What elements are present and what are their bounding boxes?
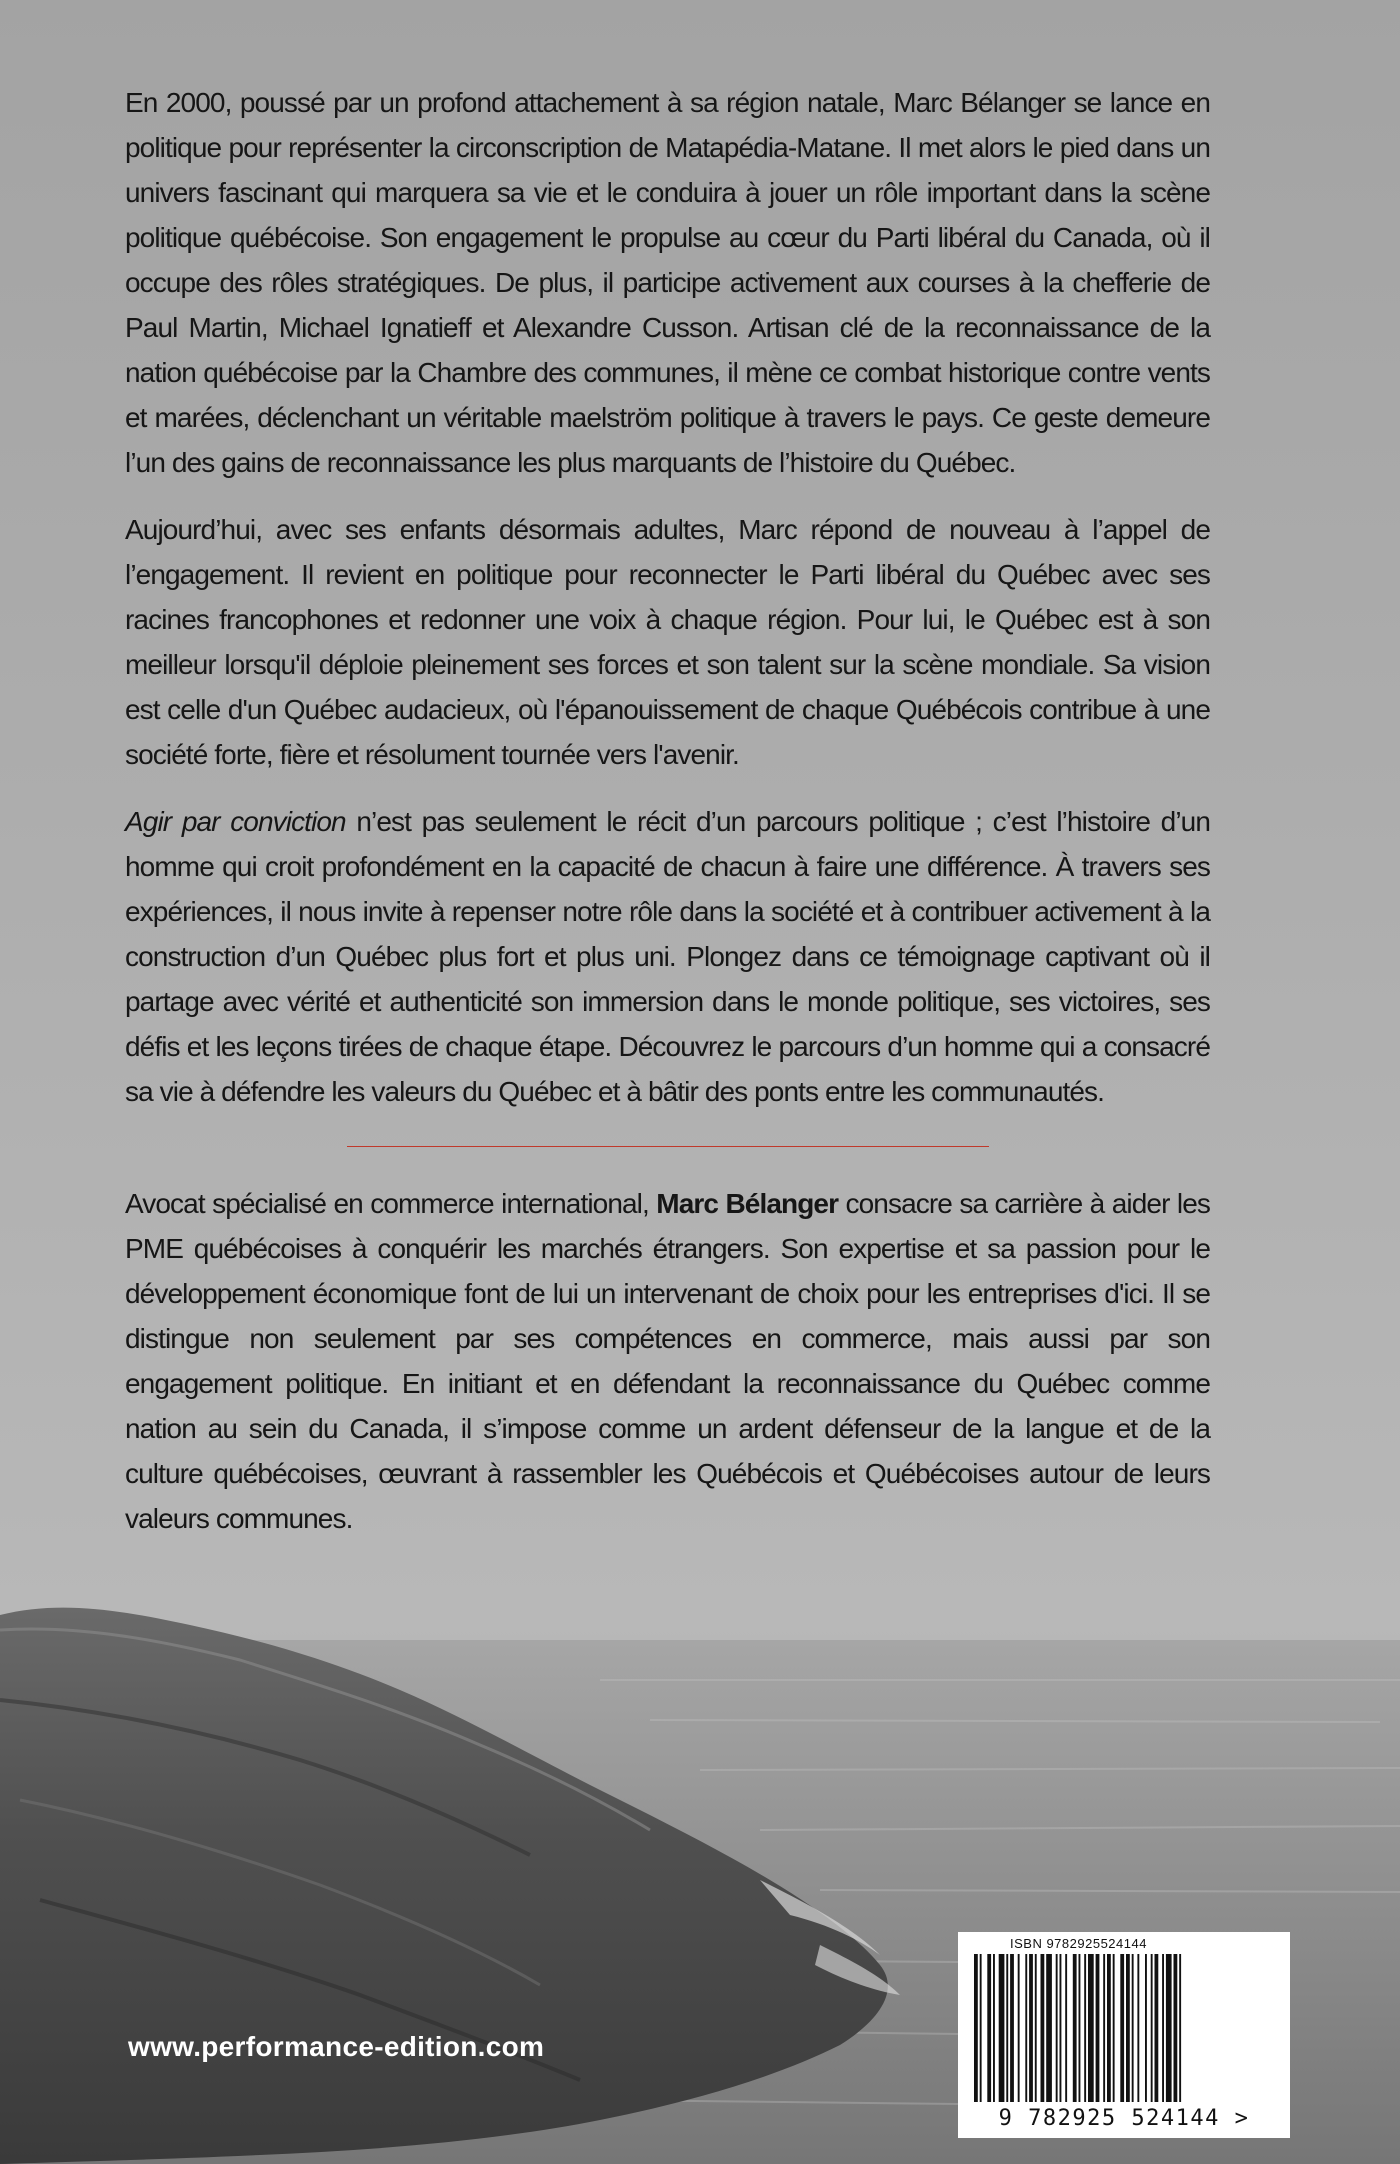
barcode-bar	[1113, 1954, 1115, 2102]
barcode-bars	[968, 1954, 1280, 2104]
barcode-bar	[1056, 1954, 1058, 2102]
barcode-bar	[1126, 1954, 1130, 2102]
barcode-bar	[1155, 1954, 1159, 2102]
barcode-bar	[1120, 1954, 1124, 2102]
barcode-bar	[1166, 1954, 1172, 2102]
barcode-bar	[1041, 1954, 1045, 2102]
barcode-bar	[1006, 1954, 1008, 2102]
back-cover-text	[125, 80, 1210, 1541]
red-divider	[347, 1146, 989, 1147]
barcode-bar	[987, 1954, 991, 2102]
paragraph-book-summary	[125, 799, 1210, 1114]
barcode-bar	[1035, 1954, 1037, 2102]
book-summary-text: n’est pas seulement le récit d’un parcours politique ; c’est l’histoire d’un homme qui croit profondément en la capacité de chacun à faire une différence. À travers ses expériences, il nous invite à repenser notre rôle dans la société et à contribuer activement à la construction d’un Québec plus fort et plus uni. Plongez dans ce témoignage captivant où il partage avec vérité et authenticité son immersion dans le monde politique, ses victoires, ses défis et les leçons tirées de chaque étape. Découvrez le parcours d’un homme qui a consacré sa vie à défendre les valeurs du Québec et à bâtir des ponts entre les communautés.	[125, 806, 1210, 1107]
isbn-label: ISBN 9782925524144	[1010, 1936, 1147, 1951]
barcode-bar	[1060, 1954, 1062, 2102]
barcode-bar	[1084, 1954, 1086, 2102]
barcode-bar	[1025, 1954, 1027, 2102]
paragraph-political-career: En 2000, poussé par un profond attachement à sa région natale, Marc Bélanger se lance en politique pour représenter la circonscription de Matapédia-Matane. Il met alors le pied dans un univers fascinant qui marquera sa vie et le conduira à jouer un rôle important dans la scène politique québécoise. Son engagement le propulse au cœur du Parti libéral du Canada, où il occupe des rôles stratégiques. De plus, il participe activement aux courses à la chefferie de Paul Martin, Michael Ignatieff et Alexandre Cusson. Artisan clé de la reconnaissance de la nation québécoise par la Chambre des communes, il mène ce combat historique contre vents et marées, déclenchant un véritable maelström politique à travers le pays. Ce geste demeure l’un des gains de reconnaissance les plus marquants de l’histoire du Québec.	[125, 87, 1210, 478]
barcode-bar	[980, 1954, 982, 2102]
barcode-bar	[974, 1954, 978, 2102]
publisher-website[interactable]: www.performance-edition.com	[128, 2031, 545, 2062]
barcode-bar	[1151, 1954, 1153, 2102]
barcode-bar	[1132, 1954, 1134, 2102]
isbn-digits: 9 782925 524144 >	[998, 2106, 1250, 2131]
paragraph-return-to-politics: Aujourd’hui, avec ses enfants désormais adultes, Marc répond de nouveau à l’appel de l’engagement. Il revient en politique pour reconnecter le Parti libéral du Québec avec ses racines francophones et redonner une voix à chaque région. Pour lui, le Québec est à son meilleur lorsqu'il déploie pleinement ses forces et son talent sur la scène mondiale. Sa vision est celle d'un Québec audacieux, où l'épanouissement de chaque Québécois contribue à une société forte, fière et résolument tournée vers l'avenir.	[125, 514, 1210, 770]
bio-intro: Avocat spécialisé en commerce international,	[125, 1188, 657, 1219]
barcode-bar	[993, 1954, 995, 2102]
barcode-bar	[1174, 1954, 1178, 2102]
author-name: Marc Bélanger	[656, 1188, 839, 1219]
barcode-bar	[1096, 1954, 1100, 2102]
barcode-bar	[1107, 1954, 1111, 2102]
barcode-bar	[999, 1954, 1005, 2102]
barcode-bar	[1073, 1954, 1077, 2102]
barcode-bar	[1079, 1954, 1081, 2102]
barcode-bar	[1010, 1954, 1014, 2102]
barcode-bar	[1103, 1954, 1105, 2102]
isbn-barcode	[958, 1932, 1290, 2138]
bio-text: consacre sa carrière à aider les PME québécoises à conquérir les marchés étrangers. Son expertise et sa passion pour le développement économique font de lui un intervenant de choix pour les entreprises d'ici. Il se distingue non seulement par ses compétences en commerce, mais aussi par son engagement politique. En initiant et en défendant la reconnaissance du Québec comme nation au sein du Canada, il s’impose comme un ardent défenseur de la langue et de la culture québécoises, œuvrant à rassembler les Québécois et Québécoises autour de leurs valeurs communes.	[125, 1188, 1211, 1534]
barcode-bar	[1029, 1954, 1033, 2102]
author-bio	[125, 1181, 1210, 1541]
barcode-bar	[1065, 1954, 1067, 2102]
barcode-bar	[1018, 1954, 1020, 2102]
barcode-bar	[1179, 1954, 1181, 2102]
barcode-bar	[1145, 1954, 1147, 2102]
book-title: Agir par conviction	[125, 806, 346, 837]
barcode-bar	[1088, 1954, 1094, 2102]
barcode-bar	[1162, 1954, 1164, 2102]
barcode-bar	[1046, 1954, 1052, 2102]
barcode-bar	[1137, 1954, 1139, 2102]
